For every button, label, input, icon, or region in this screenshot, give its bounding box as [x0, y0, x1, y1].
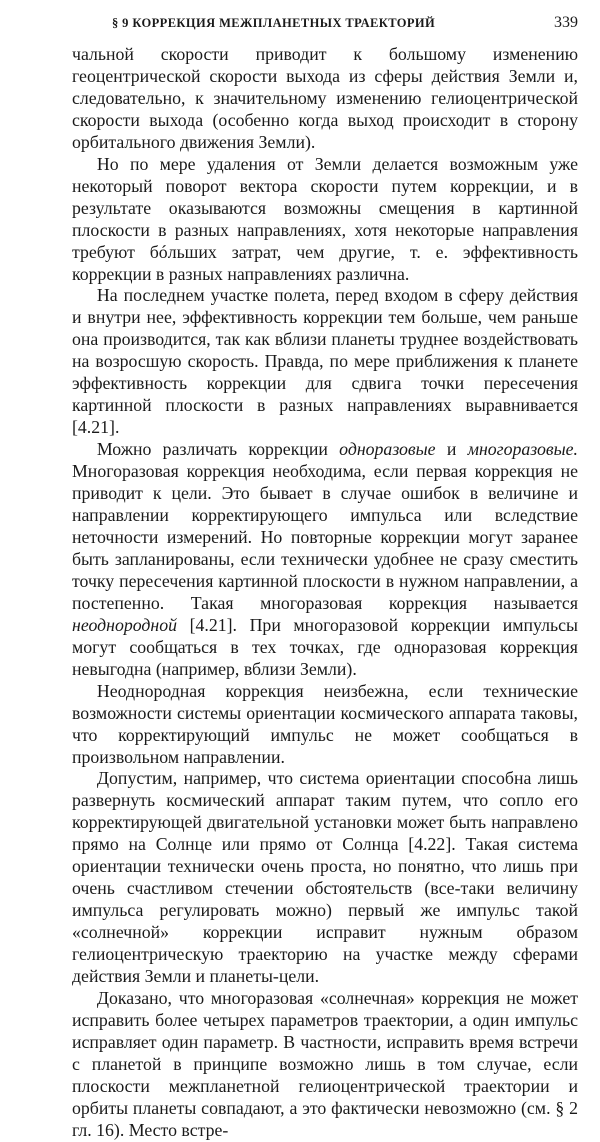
italic-term: неоднородной — [72, 614, 177, 635]
paragraph — [72, 681, 578, 769]
body-text — [72, 44, 578, 1142]
paragraph — [72, 44, 578, 154]
page-number: 339 — [554, 14, 578, 31]
text-run: Но по мере удаления от Земли делается возможным уже некоторый поворот вектора скорости путем коррекции, и в результате оказываются возможны смещения в картинной плоскости в разных направлениях, хотя некоторые направления требуют бóльших затрат, чем другие, т. е. эффективность коррекции в разных направлениях различна. — [72, 153, 578, 284]
italic-term: многоразовые. — [467, 439, 578, 460]
paragraph — [72, 285, 578, 439]
text-run: чальной скорости приводит к большому изменению геоцентрической скорости выхода из сферы действия Земли и, следовательно, к значительному изменению гелиоцентрической скорости выхода (особенно когда выход происходит в сторону орбитального движения Земли). — [72, 44, 578, 152]
text-run: Неоднородная коррекция неизбежна, если технические возможности системы ориентации космического аппарата таковы, что корректирующий импульс не может сообщаться в произвольном направлении. — [72, 680, 578, 767]
italic-term: одноразовые — [339, 439, 436, 460]
text-run: Можно различать коррекции — [96, 439, 340, 460]
section-title: § 9 КОРРЕКЦИЯ МЕЖПЛАНЕТНЫХ ТРАЕКТОРИЙ — [112, 16, 436, 30]
paragraph — [72, 768, 578, 988]
text-run: Доказано, что многоразовая «солнечная» коррекция не может исправить более четырех параметров траектории, а один импульс исправляет один параметр. В частности, исправить время встречи с планетой в принципе возможно лишь в том случае, если плоскости межпланетной гелиоцентрической траектории и орбиты планеты совпадают, а это фактически невозможно (см. § 2 гл. 16). Место встре- — [72, 987, 578, 1140]
paragraph — [72, 439, 578, 680]
text-run: [4.21]. При многоразовой коррекции импульсы могут сообщаться в тех точках, где одноразовая коррекция невыгодна (например, вблизи Земли). — [72, 614, 578, 679]
paragraph — [72, 154, 578, 286]
text-run: Многоразовая коррекция необходима, если первая коррекция не приводит к цели. Это бывает в случае ошибок в величине и направлении корректирующего импульса или вследствие неточности измерений. Но повторные коррекции могут заранее быть запланированы, если технически удобнее не сразу сместить точку пересечения картинной плоскости в нужном направлении, а постепенно. Такая многоразовая коррекция называется — [72, 461, 578, 613]
text-run: На последнем участке полета, перед входом в сферу действия и внутри нее, эффективность коррекции тем больше, чем раньше она производится, так как вблизи планеты труднее воздействовать на возросшую скорость. Правда, по мере приближения к планете эффективность коррекции для сдвига точки пересечения картинной плоскости в разных направлениях выравнивается [4.21]. — [72, 285, 578, 438]
text-run: и — [435, 439, 468, 460]
text-run: Допустим, например, что система ориентации способна лишь развернуть космический аппарат таким путем, что сопло его корректирующей двигательной установки может быть направлено прямо на Солнце или прямо от Солнца [4.22]. Такая система ориентации технически очень проста, но понятно, что лишь при очень счастливом стечении обстоятельств (все-таки величину импульса регулировать можно) первый же импульс такой «солнечной» коррекции исправит нужным образом гелиоцентрическую траекторию на участке между сферами действия Земли и планеты-цели. — [72, 768, 578, 987]
paragraph — [72, 988, 578, 1142]
running-head — [72, 14, 578, 44]
